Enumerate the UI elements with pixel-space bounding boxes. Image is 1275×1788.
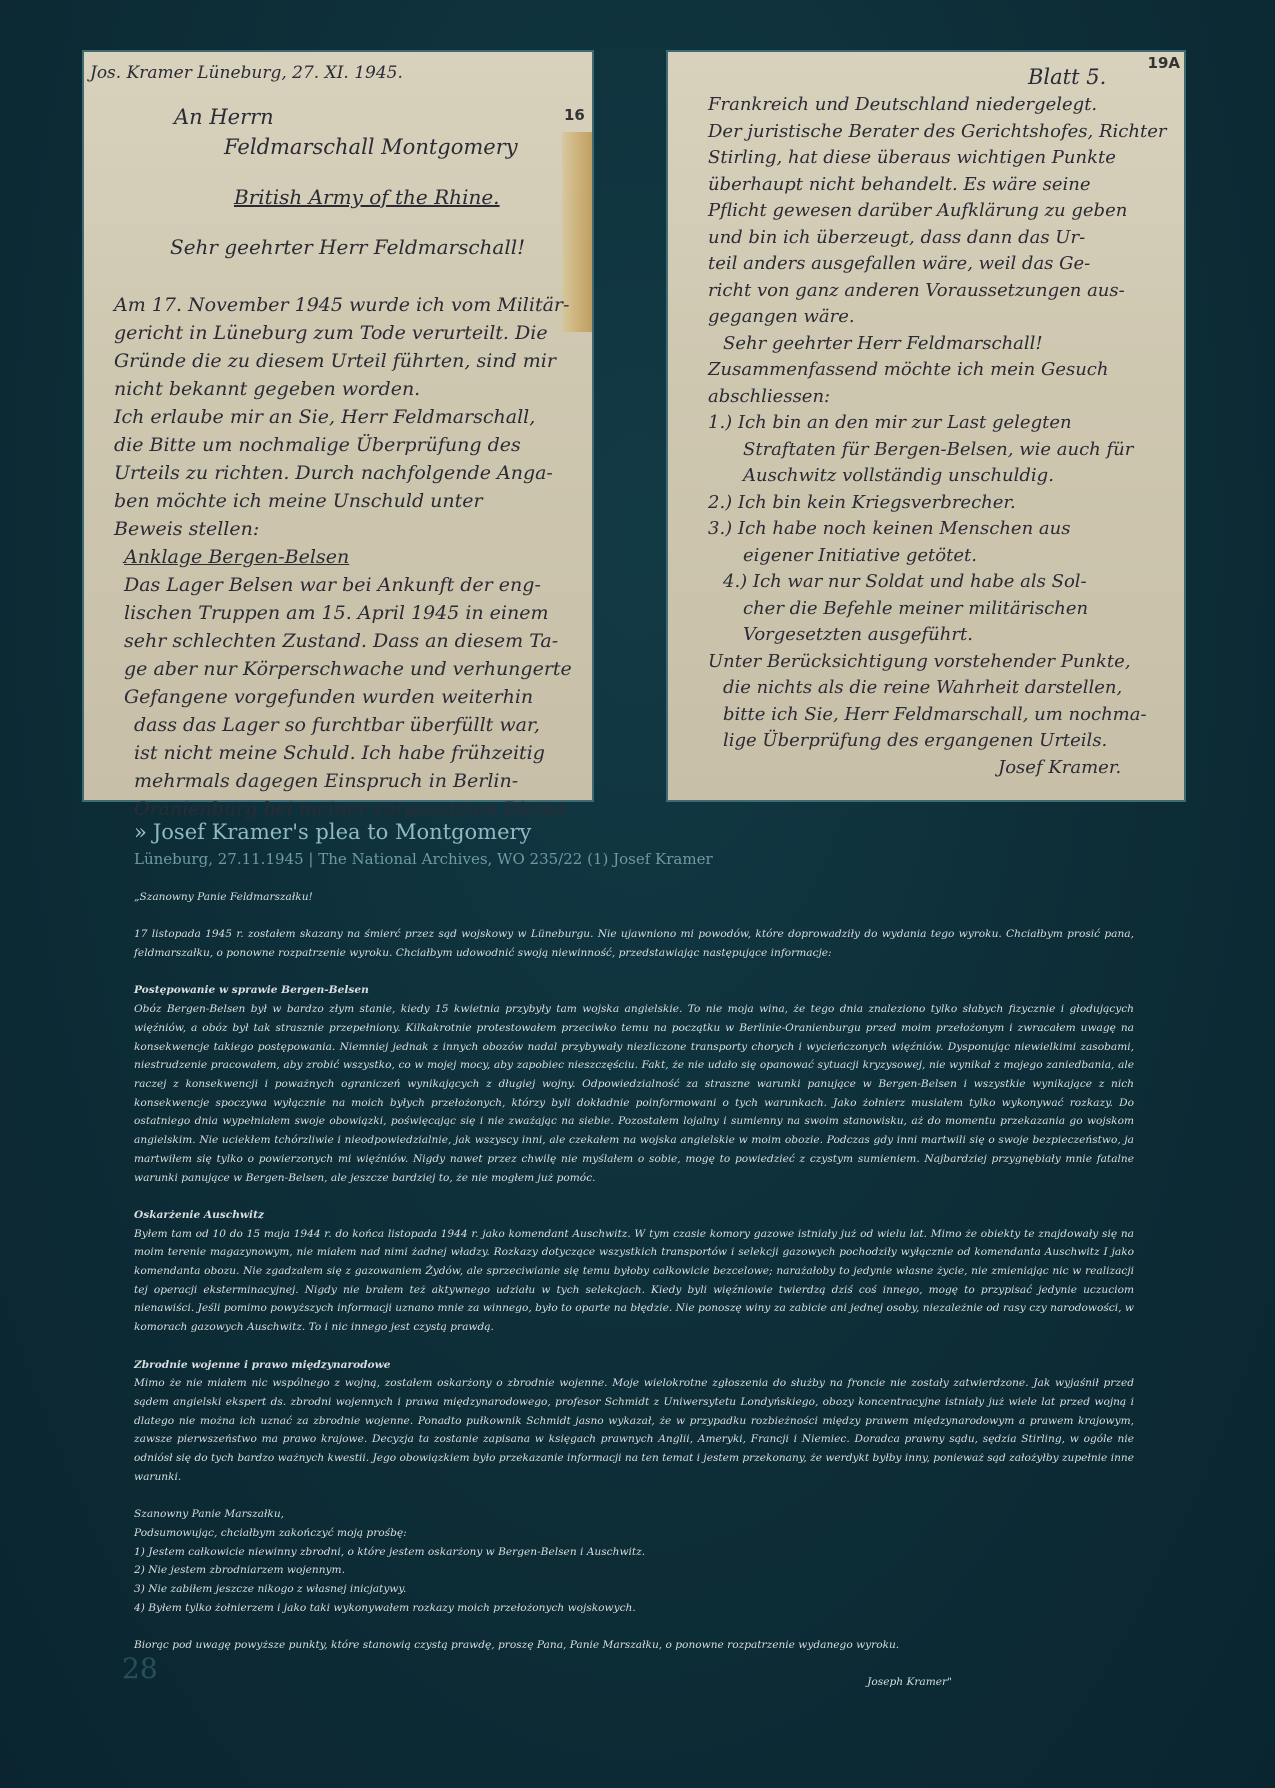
handwritten-line: Feldmarschall Montgomery bbox=[224, 135, 518, 159]
handwritten-line: teil anders ausgefallen wäre, weil das Ge- bbox=[708, 253, 1091, 274]
caption-title bbox=[134, 818, 713, 846]
handwritten-line: nicht bekannt gegeben worden. bbox=[114, 378, 421, 400]
handwritten-line: lige Überprüfung des ergangenen Urteils. bbox=[723, 730, 1108, 751]
handwritten-line: Gefangene vorgefunden wurden weiterhin bbox=[124, 686, 534, 708]
caption-title-text: Josef Kramer's plea to Montgomery bbox=[152, 820, 532, 844]
handwritten-line: richt von ganz anderen Voraussetzungen aus- bbox=[708, 279, 1125, 301]
handwritten-line: sehr schlechten Zustand. Dass an diesem Ta- bbox=[124, 630, 559, 652]
figure-caption bbox=[134, 818, 713, 870]
handwritten-line: An Herrn bbox=[174, 105, 274, 129]
point-item: 2) Nie jestem zbrodniarzem wojennym. bbox=[134, 1564, 345, 1577]
handwritten-line: British Army of the Rhine. bbox=[234, 185, 500, 209]
handwritten-line: lischen Truppen am 15. April 1945 in einem bbox=[124, 602, 549, 624]
section-heading: Zbrodnie wojenne i prawo międzynarodowe bbox=[134, 1358, 391, 1371]
handwritten-line: Auschwitz vollständig unschuldig. bbox=[743, 465, 1054, 486]
handwritten-line: ge aber nur Körperschwache und verhungerte bbox=[124, 658, 572, 680]
caption-arrow: » bbox=[134, 820, 147, 844]
handwritten-line: Unter Berücksichtigung vorstehender Punkte, bbox=[708, 650, 1131, 672]
handwritten-line: ben möchte ich meine Unschuld unter bbox=[114, 490, 483, 512]
handwritten-line: Pflicht gewesen darüber Aufklärung zu geben bbox=[708, 200, 1128, 221]
handwritten-line: Stirling, hat diese überaus wichtigen Punkte bbox=[708, 147, 1116, 168]
intro-paragraph: 17 listopada 1945 r. zostałem skazany na śmierć przez sąd wojskowy w Lüneburgu. Nie ujawniono mi powodów, które doprowadziły do wydania tego wyroku. Chciałbym prosić pana, feldmarszałku, o ponowne rozpatrzenie wyroku. Chciałbym udowodnić swoją niewinność, przedstawiając następujące informacje: bbox=[134, 928, 1134, 960]
handwritten-line: die nichts als die reine Wahrheit darstellen, bbox=[723, 677, 1123, 698]
handwritten-line: Vorgesetzten ausgeführt. bbox=[743, 624, 973, 645]
point-item: 1) Jestem całkowicie niewinny zbrodni, o które jestem oskarżony w Bergen-Belsen i Auschwitz. bbox=[134, 1545, 646, 1558]
handwritten-line: Urteils zu richten. Durch nachfolgende Anga- bbox=[114, 462, 553, 484]
closing-intro: Podsumowując, chciałbym zakończyć moją prośbę: bbox=[134, 1526, 407, 1539]
handwritten-line: 3.) Ich habe noch keinen Menschen aus bbox=[708, 518, 1071, 539]
section-bergen-belsen bbox=[134, 981, 1134, 1187]
closing-salutation: Szanowny Panie Marszałku, bbox=[134, 1508, 285, 1521]
handwritten-line: Josef Kramer. bbox=[998, 756, 1122, 778]
handwritten-line: gegangen wäre. bbox=[708, 306, 855, 327]
handwritten-line: abschliessen: bbox=[708, 385, 831, 407]
section-body: Byłem tam od 10 do 15 maja 1944 r. do końca listopada 1944 r. jako komendant Auschwitz. W tym czasie komory gazowe istniały już od wielu lat. Mimo że obiekty te znajdowały się na moim terenie magazynowym, nie miałem nad nimi żadnej władzy. Rozkazy dotyczące wszystkich transportów i selekcji gazowych pochodziły wyłącznie od komendanta Auschwitz I jako komendanta obozu. Nie zgadzałem się z gazowaniem Żydów, ale sprzeciwianie się temu byłoby całkowicie bezcelowe; narażałoby to jedynie własne życie, nie zmieniając nic w realizacji tej operacji eksterminacyjnej. Nigdy nie brałem też aktywnego udziału w tych selekcjach. Kiedy byli więźniowie twierdzą dziś coś innego, mogę to przypisać jedynie uczuciom nienawiści. Jeśli pomimo powyższych informacji uznano mnie za winnego, było to oparte na błędzie. Nie ponoszę winy za zabicie ani jednej osoby, niezależnie od rasy czy narodowości, w komorach gazowych Auschwitz. To i nic innego jest czystą prawdą. bbox=[134, 1227, 1134, 1334]
archive-page-number: 16 bbox=[564, 106, 585, 124]
handwritten-line: eigener Initiative getötet. bbox=[743, 544, 977, 566]
handwritten-letter-text bbox=[668, 52, 1184, 800]
handwritten-line: Der juristische Berater des Gerichtshofes, Richter bbox=[708, 120, 1167, 142]
handwritten-line: überhaupt nicht behandelt. Es wäre seine bbox=[708, 173, 1091, 195]
handwritten-line: Das Lager Belsen war bei Ankunft der eng- bbox=[124, 574, 541, 596]
handwritten-line: bitte ich Sie, Herr Feldmarschall, um nochma- bbox=[723, 703, 1147, 725]
section-heading: Oskarżenie Auschwitz bbox=[134, 1208, 264, 1221]
archive-scan-page-16 bbox=[82, 50, 594, 820]
handwritten-line: 4.) Ich war nur Soldat und habe als Sol- bbox=[723, 571, 1087, 592]
blatt-header: Blatt 5. bbox=[1028, 65, 1107, 89]
handwritten-line: Anklage Bergen-Belsen bbox=[124, 546, 350, 568]
caption-subtitle: Lüneburg, 27.11.1945 | The National Archives, WO 235/22 (1) Josef Kramer bbox=[134, 850, 713, 868]
handwritten-line: Sehr geehrter Herr Feldmarschall! bbox=[723, 332, 1043, 354]
handwritten-line: mehrmals dagegen Einspruch in Berlin- bbox=[134, 770, 519, 792]
handwritten-line: Am 17. November 1945 wurde ich vom Militär- bbox=[114, 294, 570, 316]
archive-corner-mark: 19A bbox=[1147, 54, 1180, 72]
handwritten-line: Jos. Kramer Lüneburg, 27. XI. 1945. bbox=[90, 63, 403, 83]
archive-scan-page-blatt-5 bbox=[666, 50, 1186, 802]
section-body: Obóz Bergen-Belsen był w bardzo złym stanie, kiedy 15 kwietnia przybyły tam wojska angielskie. To nie moja wina, że tego dnia znaleziono tylko słabych fizycznie i głodujących więźniów, a obóz był tak strasznie przepełniony. Kilkakrotnie protestowałem przeciwko temu na początku w Berlinie-Oranienburgu przed moim przełożonym i zwracałem uwagę na konsekwencje takiego postępowania. Niemniej jednak z innych obozów nadal przybywały niezliczone transporty chorych i wycieńczonych więźniów. Dysponując niewielkimi zasobami, niestrudzenie pracowałem, aby zrobić wszystko, co w mojej mocy, aby zapobiec nieszczęściu. Fakt, że nie udało się opanować sytuacji kryzysowej, nie wynikał z mojego zaniedbania, ale raczej z konsekwencji i poważnych ograniczeń wynikających z długiej wojny. Odpowiedzialność za straszne warunki panujące w Bergen-Belsen i wszystkie wynikające z nich konsekwencje spoczywa wyłącznie na moich byłych przełożonych, którzy byli dokładnie poinformowani o tych warunkach. Jako żołnierz musiałem tylko wykonywać rozkazy. Do ostatniego dnia wypełniałem swoje obowiązki, poświęcając się i nie zważając na siebie. Pozostałem lojalny i sumienny na swoim stanowisku, aż do momentu przekazania go wojskom angielskim. Nie uciekłem tchórzliwie i nieodpowiedzialnie, jak wszyscy inni, ale czekałem na wojska angielskie w moim obozie. Podczas gdy inni martwili się o swoje bezpieczeństwo, ja martwiłem się tylko o powierzonych mi więźniów. Nigdy nawet przez chwilę nie myślałem o sobie, mogę to powiedzieć z czystym sumieniem. Najbardziej przygnębiały mnie fatalne warunki panujące w Bergen-Belsen, ale jeszcze bardziej to, że nie mogłem już pomóc. bbox=[134, 1003, 1134, 1184]
salutation: „Szanowny Panie Feldmarszałku! bbox=[134, 891, 313, 903]
handwritten-line: dass das Lager so furchtbar überfüllt war, bbox=[134, 714, 540, 736]
handwritten-line: ist nicht meine Schuld. Ich habe frühzeitig bbox=[134, 742, 545, 764]
signature: Joseph Kramer" bbox=[867, 1676, 952, 1689]
point-item: 3) Nie zabiłem jeszcze nikogo z własnej inicjatywy. bbox=[134, 1582, 407, 1595]
section-body: Mimo że nie miałem nic wspólnego z wojną, zostałem oskarżony o zbrodnie wojenne. Moje wielokrotne zgłoszenia do służby na froncie nie zostały zatwierdzone. Jak wyjaśnił przed sądem angielski ekspert ds. zbrodni wojennych i prawa międzynarodowego, profesor Schmidt z Uniwersytetu Londyńskiego, obozy koncentracyjne istniały już wiele lat przed wojną i dlatego nie można ich uznać za zbrodnie wojenne. Ponadto pułkownik Schmidt jasno wykazał, że w przypadku rozbieżności między prawem międzynarodowym a prawem krajowym, zawsze pierwszeństwo ma prawo krajowe. Decyzja ta zostanie zapisana w księgach prawnych Anglii, Ameryki, Francji i Niemiec. Doradca prawny sądu, sędzia Stirling, w ogóle nie odniósł się do tych bardzo ważnych kwestii. Jego obowiązkiem było przekazanie informacji na ten temat i jestem przekonany, że werdykt byłby inny, ponieważ sąd założyłby zupełnie inne warunki. bbox=[134, 1377, 1134, 1483]
handwritten-line: Gründe die zu diesem Urteil führten, sind mir bbox=[114, 350, 556, 372]
handwritten-line: Zusammenfassend möchte ich mein Gesuch bbox=[708, 359, 1109, 380]
handwritten-line: die Bitte um nochmalige Überprüfung des bbox=[114, 434, 521, 456]
handwritten-line: und bin ich überzeugt, dass dann das Ur- bbox=[708, 226, 1086, 248]
section-heading: Postępowanie w sprawie Bergen-Belsen bbox=[134, 984, 369, 997]
handwritten-line: Sehr geehrter Herr Feldmarschall! bbox=[170, 235, 526, 259]
handwritten-line: Ich erlaube mir an Sie, Herr Feldmarschall, bbox=[114, 406, 536, 428]
handwritten-letter-text bbox=[84, 52, 592, 820]
translation-text bbox=[134, 888, 1134, 1692]
handwritten-line: 2.) Ich bin kein Kriegsverbrecher. bbox=[708, 491, 1016, 513]
handwritten-line: Oranienburg bei meiner vorgesetzten Dienst- bbox=[134, 798, 572, 820]
handwritten-line: Straftaten für Bergen-Belsen, wie auch für bbox=[743, 438, 1134, 460]
handwritten-line: 1.) Ich bin an den mir zur Last gelegten bbox=[708, 412, 1072, 433]
final-paragraph: Biorąc pod uwagę powyższe punkty, które stanowią czystą prawdę, proszę Pana, Panie Marszałku, o ponowne rozpatrzenie wydanego wyroku. bbox=[134, 1639, 900, 1652]
handwritten-line: Frankreich und Deutschland niedergelegt. bbox=[708, 94, 1098, 115]
section-war-crimes bbox=[134, 1356, 1134, 1487]
handwritten-line: cher die Befehle meiner militärischen bbox=[743, 597, 1089, 619]
section-auschwitz bbox=[134, 1206, 1134, 1337]
handwritten-line: Beweis stellen: bbox=[114, 518, 260, 540]
page-number: 28 bbox=[122, 1652, 158, 1685]
point-item: 4) Byłem tylko żołnierzem i jako taki wykonywałem rozkazy moich przełożonych wojskowych. bbox=[134, 1601, 636, 1614]
handwritten-line: gericht in Lüneburg zum Tode verurteilt. Die bbox=[114, 322, 548, 344]
